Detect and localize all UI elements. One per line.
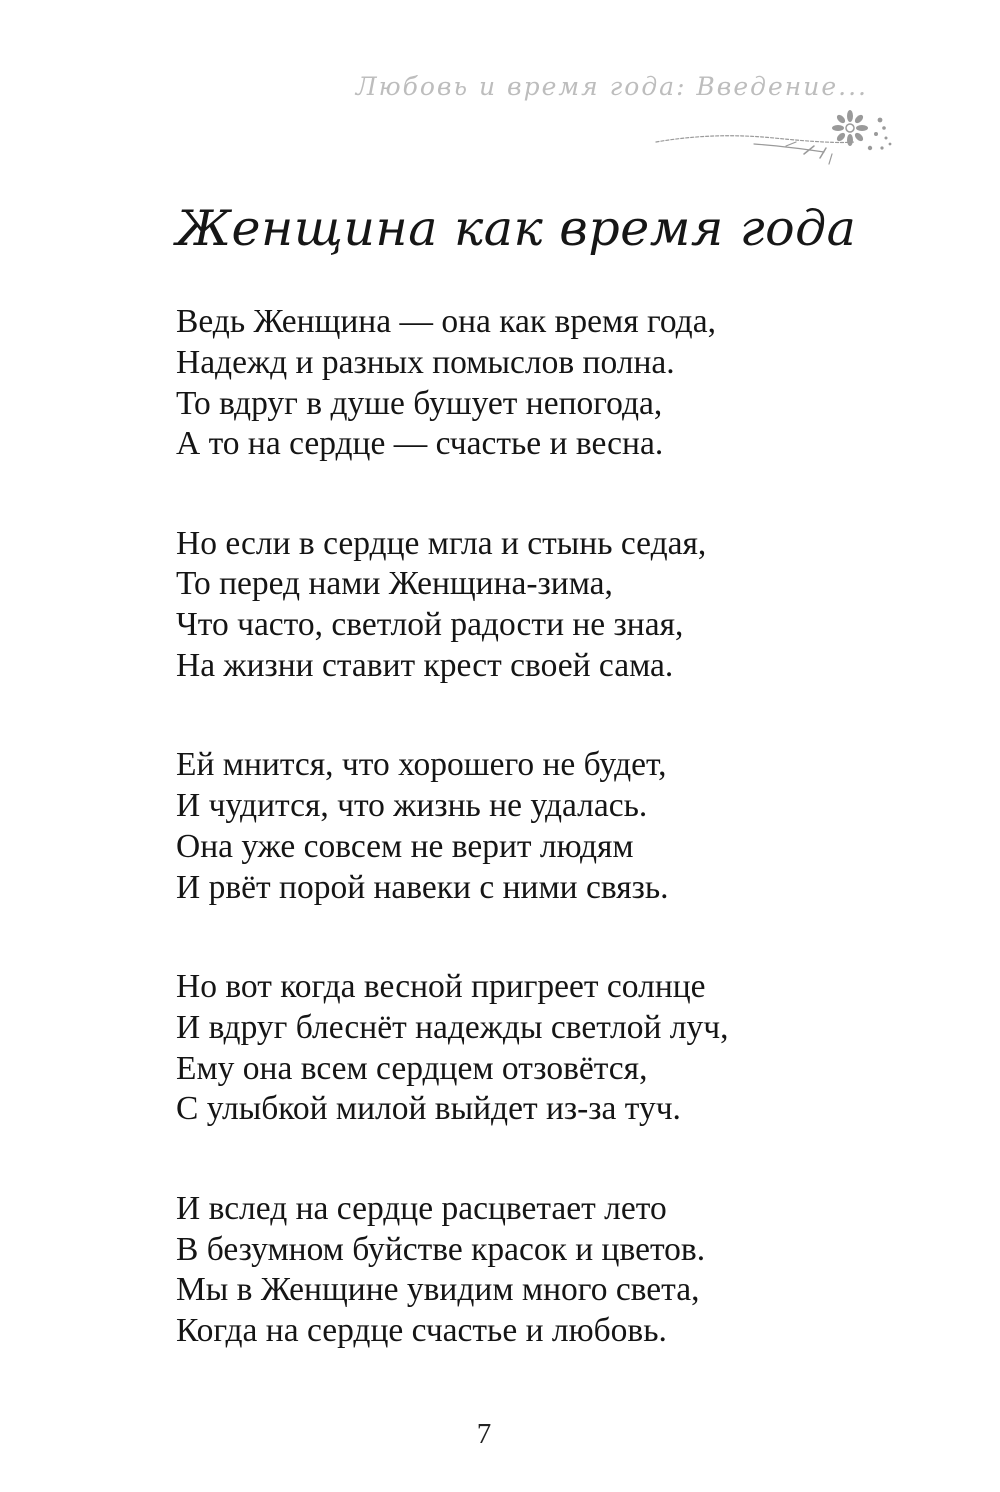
poem-line: Мы в Женщине увидим много света,	[176, 1271, 700, 1309]
page-number: 7	[476, 1418, 492, 1450]
running-header: Любовь и время года: Введение...	[355, 72, 868, 101]
poem-line: И вдруг блеснёт надежды светлой луч,	[176, 1008, 729, 1046]
poem-line: Надежд и разных помыслов полна.	[176, 343, 675, 381]
poem-line: В безумном буйстве красок и цветов.	[176, 1230, 706, 1268]
stanza	[176, 1189, 896, 1352]
poem-line: Но вот когда весной пригреет солнце	[176, 968, 706, 1006]
poem-line: И чудится, что жизнь не удалась.	[176, 787, 648, 825]
poem-line: Ему она всем сердцем отзовётся,	[176, 1049, 648, 1087]
stanza	[176, 302, 896, 465]
poem-line: Она уже совсем не верит людям	[176, 827, 634, 865]
poem-line: Когда на сердце счастье и любовь.	[176, 1312, 667, 1350]
poem-line: То перед нами Женщина-зима,	[176, 565, 613, 603]
poem-line: Ей мнится, что хорошего не будет,	[176, 746, 667, 784]
poem-line: А то на сердце — счастье и весна.	[176, 425, 664, 463]
poem-title: Женщина как время года	[176, 200, 857, 257]
flower-sprig-icon	[654, 108, 894, 168]
poem-line: И вслед на сердце расцветает лето	[176, 1189, 667, 1227]
stanza	[176, 967, 896, 1130]
poem-line: Ведь Женщина — она как время года,	[176, 303, 716, 340]
poem-line: Но если в сердце мгла и стынь седая,	[176, 524, 707, 562]
poem-line: И рвёт порой навеки с ними связь.	[176, 868, 669, 906]
stanza	[176, 524, 896, 687]
poem-line: На жизни ставит крест своей сама.	[176, 647, 674, 685]
stanza	[176, 745, 896, 908]
poem-body	[176, 302, 896, 1410]
poem-line: То вдруг в душе бушует непогода,	[176, 384, 663, 422]
poem-line: С улыбкой милой выйдет из-за туч.	[176, 1090, 681, 1128]
poem-line: Что часто, светлой радости не зная,	[176, 606, 684, 644]
